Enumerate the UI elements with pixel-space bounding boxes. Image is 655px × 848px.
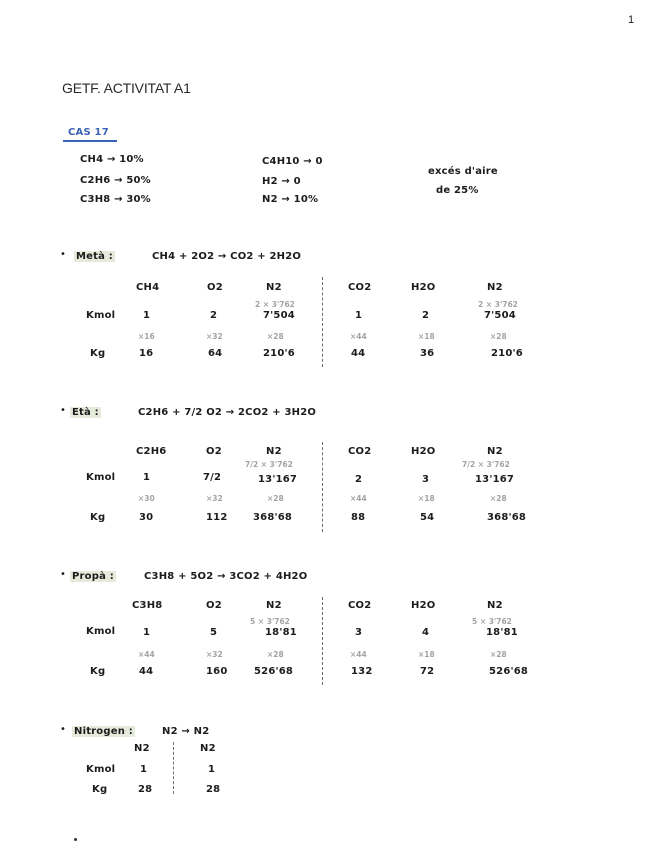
- section-name: Nitrogen :: [74, 726, 133, 737]
- reactant-product-divider: [322, 277, 323, 367]
- multiplier: ×44: [138, 650, 155, 659]
- table-cell: 64: [208, 348, 223, 359]
- multiplier: ×30: [138, 494, 155, 503]
- table-cell: 2: [355, 474, 363, 485]
- table-header: N2: [266, 600, 282, 611]
- table-cell: 112: [206, 512, 228, 523]
- annotation: 5 × 3'762: [472, 617, 512, 626]
- annotation: 2 × 3'762: [255, 300, 295, 309]
- multiplier: ×18: [418, 650, 435, 659]
- multiplier: ×44: [350, 650, 367, 659]
- table-header: O2: [207, 282, 223, 293]
- table-cell: 18'81: [486, 627, 518, 638]
- table-cell: 18'81: [265, 627, 297, 638]
- multiplier: ×16: [138, 332, 155, 341]
- table-cell: 368'68: [253, 512, 293, 523]
- section-name: Metà :: [76, 251, 113, 262]
- table-header: N2: [266, 446, 282, 457]
- ink-dot: [74, 838, 77, 841]
- row-label: Kmol: [86, 764, 116, 775]
- table-cell: 2: [422, 310, 430, 321]
- reaction-equation: C2H6 + 7/2 O2 → 2CO2 + 3H2O: [138, 407, 317, 418]
- excess-air-label: excés d'aire: [428, 166, 498, 177]
- table-cell: 13'167: [258, 474, 298, 485]
- bullet-icon: •: [60, 405, 66, 416]
- table-cell: 30: [139, 512, 154, 523]
- table-cell: 1: [208, 764, 216, 775]
- table-header: N2: [134, 743, 150, 754]
- table-header: N2: [487, 600, 503, 611]
- row-label: Kg: [90, 348, 106, 359]
- reaction-equation: N2 → N2: [162, 726, 210, 737]
- multiplier: ×28: [267, 650, 284, 659]
- multiplier: ×28: [490, 650, 507, 659]
- table-header: C3H8: [132, 600, 163, 611]
- table-cell: 3: [355, 627, 363, 638]
- multiplier: ×32: [206, 332, 223, 341]
- table-cell: 7'504: [263, 310, 295, 321]
- table-cell: 526'68: [254, 666, 294, 677]
- table-cell: 36: [420, 348, 435, 359]
- table-cell: 44: [139, 666, 154, 677]
- table-cell: 132: [351, 666, 373, 677]
- table-header: H2O: [411, 282, 436, 293]
- table-cell: 368'68: [487, 512, 527, 523]
- multiplier: ×28: [490, 494, 507, 503]
- table-header: N2: [487, 282, 503, 293]
- table-header: CO2: [348, 282, 372, 293]
- reactant-product-divider: [322, 597, 323, 685]
- section-name: Propà :: [72, 571, 114, 582]
- row-label: Kg: [90, 512, 106, 523]
- case-underline: [63, 140, 117, 142]
- multiplier: ×28: [490, 332, 507, 341]
- table-cell: 54: [420, 512, 435, 523]
- table-cell: 526'68: [489, 666, 529, 677]
- table-cell: 72: [420, 666, 435, 677]
- annotation: 7/2 × 3'762: [462, 460, 510, 469]
- annotation: 7/2 × 3'762: [245, 460, 293, 469]
- composition-item: C2H6 → 50%: [80, 175, 151, 186]
- table-cell: 7'504: [484, 310, 516, 321]
- table-header: H2O: [411, 600, 436, 611]
- composition-item: CH4 → 10%: [80, 154, 144, 165]
- reaction-equation: C3H8 + 5O2 → 3CO2 + 4H2O: [144, 571, 308, 582]
- table-cell: 210'6: [491, 348, 523, 359]
- table-cell: 4: [422, 627, 430, 638]
- table-header: H2O: [411, 446, 436, 457]
- table-cell: 1: [143, 310, 151, 321]
- table-cell: 1: [140, 764, 148, 775]
- table-cell: 3: [422, 474, 430, 485]
- table-cell: 13'167: [475, 474, 515, 485]
- table-cell: 28: [138, 784, 153, 795]
- annotation: 2 × 3'762: [478, 300, 518, 309]
- section-name: Età :: [72, 407, 99, 418]
- multiplier: ×18: [418, 332, 435, 341]
- table-cell: 44: [351, 348, 366, 359]
- composition-item: C3H8 → 30%: [80, 194, 151, 205]
- table-header: O2: [206, 600, 222, 611]
- multiplier: ×18: [418, 494, 435, 503]
- table-cell: 1: [143, 472, 151, 483]
- table-cell: 1: [143, 627, 151, 638]
- composition-item: C4H10 → 0: [262, 156, 323, 167]
- column-divider: [173, 742, 174, 794]
- bullet-icon: •: [60, 569, 66, 580]
- reactant-product-divider: [322, 442, 323, 532]
- table-cell: 1: [355, 310, 363, 321]
- multiplier: ×44: [350, 332, 367, 341]
- table-cell: 210'6: [263, 348, 295, 359]
- row-label: Kg: [92, 784, 108, 795]
- page-number: 1: [628, 14, 635, 26]
- multiplier: ×44: [350, 494, 367, 503]
- table-cell: 88: [351, 512, 366, 523]
- row-label: Kmol: [86, 310, 116, 321]
- table-header: CO2: [348, 600, 372, 611]
- multiplier: ×32: [206, 650, 223, 659]
- table-header: N2: [487, 446, 503, 457]
- reaction-equation: CH4 + 2O2 → CO2 + 2H2O: [152, 251, 302, 262]
- annotation: 5 × 3'762: [250, 617, 290, 626]
- multiplier: ×28: [267, 494, 284, 503]
- composition-item: N2 → 10%: [262, 194, 319, 205]
- table-cell: 28: [206, 784, 221, 795]
- table-header: N2: [266, 282, 282, 293]
- case-label: CAS 17: [68, 127, 109, 138]
- table-header: N2: [200, 743, 216, 754]
- bullet-icon: •: [60, 724, 66, 735]
- excess-air-value: de 25%: [436, 185, 479, 196]
- table-header: CO2: [348, 446, 372, 457]
- row-label: Kmol: [86, 626, 116, 637]
- table-cell: 2: [210, 310, 218, 321]
- row-label: Kg: [90, 666, 106, 677]
- composition-item: H2 → 0: [262, 176, 301, 187]
- table-cell: 160: [206, 666, 228, 677]
- table-cell: 16: [139, 348, 154, 359]
- table-header: CH4: [136, 282, 160, 293]
- table-cell: 5: [210, 627, 218, 638]
- table-header: O2: [206, 446, 222, 457]
- bullet-icon: •: [60, 249, 66, 260]
- multiplier: ×28: [267, 332, 284, 341]
- row-label: Kmol: [86, 472, 116, 483]
- table-cell: 7/2: [203, 472, 222, 483]
- page-title: GETF. ACTIVITAT A1: [62, 80, 191, 96]
- table-header: C2H6: [136, 446, 167, 457]
- multiplier: ×32: [206, 494, 223, 503]
